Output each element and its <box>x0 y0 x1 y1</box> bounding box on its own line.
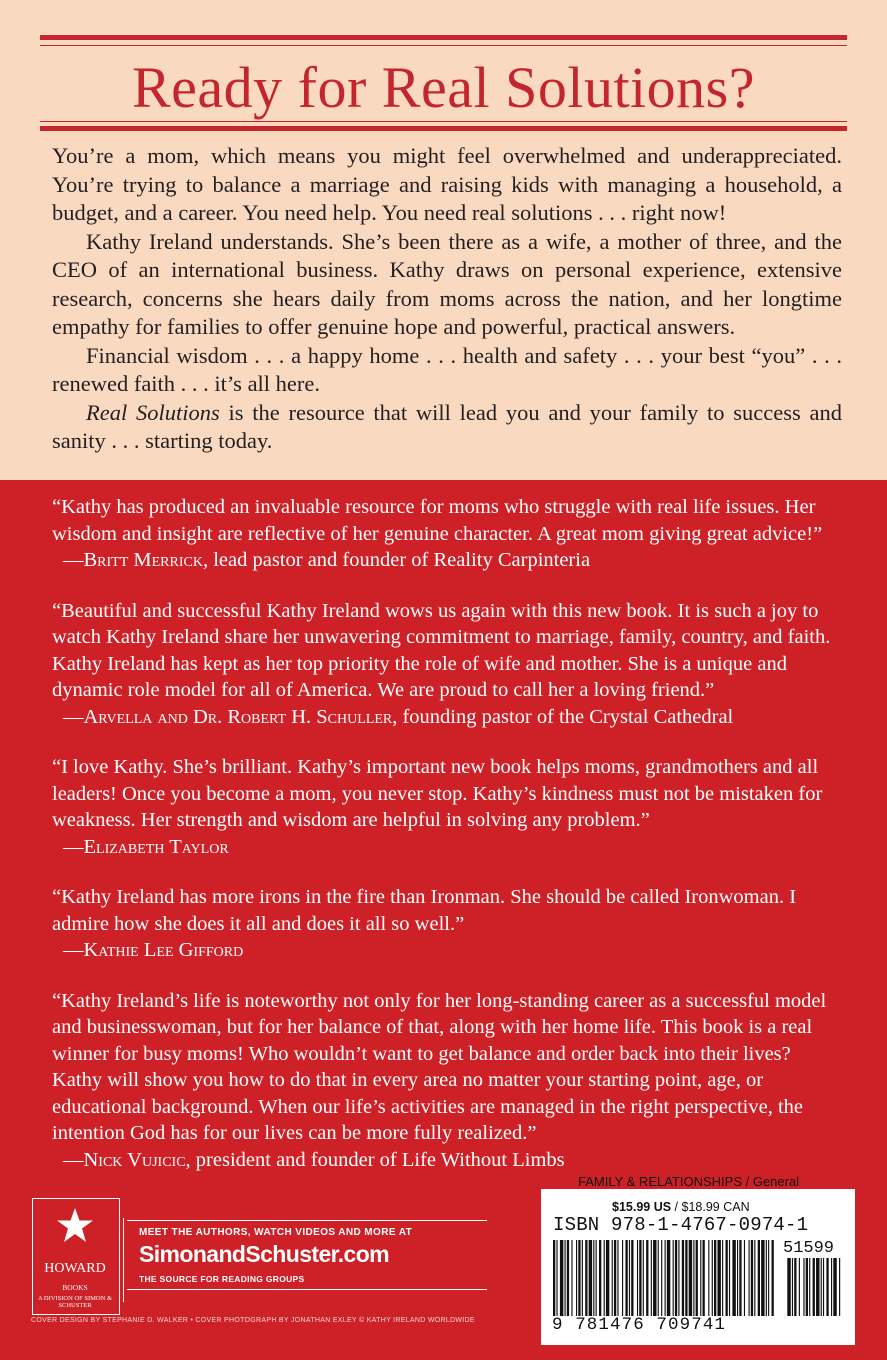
endorser-name: Kathie Lee Gifford <box>83 939 244 961</box>
barcode-bar <box>665 1240 666 1316</box>
publisher-imprint: BOOKS <box>62 1283 88 1292</box>
attribution-dash: — <box>63 1148 84 1171</box>
price-can: / $18.99 CAN <box>671 1200 750 1214</box>
barcode-bar <box>682 1240 684 1316</box>
barcode-bar <box>604 1240 605 1316</box>
barcode-bar <box>667 1240 670 1316</box>
barcode-bar <box>571 1240 572 1316</box>
barcode-bar <box>606 1240 609 1316</box>
attribution-dash: — <box>63 939 84 961</box>
barcode-bar <box>567 1240 569 1316</box>
addon-bar <box>794 1258 796 1316</box>
barcode-bar <box>658 1240 659 1316</box>
barcode-bar <box>553 1240 555 1316</box>
barcode-bar <box>560 1240 563 1316</box>
star-icon <box>55 1206 95 1246</box>
barcode-bar <box>768 1240 769 1316</box>
barcode-bar <box>629 1240 630 1316</box>
endorser-name: Nick Vujicic <box>83 1148 186 1171</box>
endorsement <box>52 884 842 964</box>
barcode-bar <box>717 1240 720 1316</box>
endorsement-text: “Kathy has produced an invaluable resource for moms who struggle with real life issues. Her wisdom and insight are reflective of her genuine character. A great mom giving great advice!” <box>52 496 823 545</box>
endorsement-text: “I love Kathy. She’s brilliant. Kathy’s important new book helps moms, grandmothers and all leaders! Once you become a mom, you never stop. Kathy’s kindness must not be mistaken for weakness. Her strength and wisdom are helpful in solving any problem.” <box>52 756 823 831</box>
barcode-bar <box>729 1240 730 1316</box>
barcode-bar <box>653 1240 656 1316</box>
addon-bar <box>787 1258 790 1316</box>
addon-bar <box>792 1258 793 1316</box>
barcode-bar <box>689 1240 692 1316</box>
barcode-bar <box>582 1240 583 1316</box>
website-intro: MEET THE AUTHORS, WATCH VIDEOS AND MORE AT <box>139 1227 413 1238</box>
addon-bar <box>821 1258 822 1316</box>
barcode-bar <box>772 1240 774 1316</box>
publisher-name: HOWARD <box>44 1261 106 1276</box>
barcode-bar <box>737 1240 738 1316</box>
barcode-bar <box>673 1240 674 1316</box>
title-rule-thick <box>40 126 847 131</box>
barcode-bar <box>589 1240 592 1316</box>
description-paragraph <box>52 399 842 456</box>
barcode-bar <box>712 1240 713 1316</box>
endorser-name: Britt Merrick <box>83 549 203 571</box>
endorsement-attribution <box>52 834 842 861</box>
barcode-bar <box>643 1240 644 1316</box>
barcode-bar <box>722 1240 723 1316</box>
publisher-division: A DIVISION OF SIMON & SCHUSTER <box>37 1295 113 1309</box>
endorsement <box>52 598 842 731</box>
barcode-bar <box>622 1240 623 1316</box>
barcode-bar <box>703 1240 705 1316</box>
price-us: $15.99 US <box>612 1200 672 1214</box>
isbn-label: ISBN 978-1-4767-0974-1 <box>553 1214 809 1236</box>
barcode-bar <box>556 1240 557 1316</box>
barcode-bar <box>693 1240 694 1316</box>
attribution-dash: — <box>63 705 84 728</box>
barcode-bar <box>714 1240 716 1316</box>
barcode-bar <box>726 1240 728 1316</box>
barcode-bar <box>708 1240 709 1316</box>
attribution-dash: — <box>63 549 84 571</box>
barcode-bar <box>617 1240 618 1316</box>
website-rule-top <box>127 1220 487 1221</box>
barcode-bar <box>685 1240 687 1316</box>
endorsement-text: “Beautiful and successful Kathy Ireland wows us again with this new book. It is such a joy to watch Kathy Ireland share her unwavering commitment to marriage, family, country, and faith. Kathy Ireland has kept as her top priority the role of wife and mother. She is a unique and dynamic role model for all of America. We are proud to call her a loving friend.” <box>52 599 831 701</box>
barcode-bar <box>744 1240 745 1316</box>
barcode-bar <box>637 1240 638 1316</box>
barcode-bar <box>749 1240 750 1316</box>
endorsement-text: “Kathy Ireland has more irons in the fire than Ironman. She should be called Ironwoman. I admire how she does it all and does it all so well.” <box>52 886 797 935</box>
barcode-bar <box>639 1240 641 1316</box>
barcode-bar <box>599 1240 601 1316</box>
description-text: is the resource that will lead you and your family to success and sanity . . . starting today. <box>52 399 843 453</box>
cover-credits: COVER DESIGN BY STEPHANIE D. WALKER • COVER PHOTOGRAPH BY JONATHAN EXLEY © KATHY IRELAND WORLDWIDE <box>31 1317 475 1324</box>
endorser-name: Arvella and Dr. Robert H. Schuller <box>83 705 393 728</box>
book-description <box>52 142 842 456</box>
endorsement-attribution <box>52 704 842 731</box>
page-title: Ready for Real Solutions? <box>131 55 755 120</box>
publisher-divider <box>123 1218 124 1302</box>
barcode-bar <box>593 1240 594 1316</box>
description-paragraph: Financial wisdom . . . a happy home . . . health and safety . . . your best “you” . . . renewed faith . . . it’s all here. <box>52 342 842 396</box>
endorser-role: , president and founder of Life Without Limbs <box>185 1148 565 1171</box>
barcode-bar <box>661 1240 662 1316</box>
barcode-bar <box>696 1240 698 1316</box>
top-rule-thick <box>40 35 847 40</box>
barcode-bar <box>596 1240 597 1316</box>
bisac-category: FAMILY & RELATIONSHIPS / General <box>578 1174 800 1189</box>
barcode-bar <box>700 1240 701 1316</box>
barcode-bar <box>732 1240 735 1316</box>
addon-bar <box>806 1258 808 1316</box>
barcode-bar <box>625 1240 627 1316</box>
barcode-bar <box>651 1240 652 1316</box>
addon-bar <box>813 1258 815 1316</box>
title-rule-thin <box>40 121 847 122</box>
endorser-name: Elizabeth Taylor <box>83 835 229 858</box>
endorser-role: , founding pastor of the Crystal Cathedral <box>392 705 734 728</box>
endorsement-text: “Kathy Ireland’s life is noteworthy not only for her long-standing career as a successful model and businesswoman, but for her balance of that, along with her home life. This book is a real winner for busy moms! Who wouldn’t want to get balance and order back into their lives? Kathy will show you how to do that in every area no matter your starting point, age, or educational background. When our life’s activities are managed in the right perspective, the intention God has for our lives can be more fully realized.” <box>52 989 827 1144</box>
barcode-bar <box>576 1240 577 1316</box>
website-rule-bottom <box>127 1289 487 1290</box>
addon-bar <box>816 1258 819 1316</box>
endorsement-attribution <box>52 937 842 964</box>
barcode-bar <box>585 1240 587 1316</box>
website-link[interactable]: SimonandSchuster.com <box>139 1241 390 1267</box>
barcode-icon <box>553 1240 843 1316</box>
barcode-bar <box>766 1240 767 1316</box>
endorser-role: , lead pastor and founder of Reality Carpinteria <box>202 549 591 571</box>
addon-bar <box>823 1258 824 1316</box>
addon-bar <box>803 1258 804 1316</box>
barcode-bar <box>614 1240 616 1316</box>
addon-bar <box>799 1258 800 1316</box>
endorsement <box>52 494 842 574</box>
book-title-italic: Real Solutions <box>86 399 220 425</box>
barcode-bar <box>761 1240 764 1316</box>
description-paragraph: You’re a mom, which means you might feel overwhelmed and underappreciated. You’re trying to balance a marriage and raising kids with managing a household, a budget, and a career. You need help. You need real solutions . . . right now! <box>52 143 842 225</box>
price-label <box>612 1200 750 1214</box>
barcode-bar <box>646 1240 648 1316</box>
barcode-bar <box>675 1240 677 1316</box>
barcode-bar <box>678 1240 679 1316</box>
barcode-bar <box>754 1240 755 1316</box>
ean-number: 9 781476 709741 <box>552 1315 727 1335</box>
barcode-bar <box>631 1240 633 1316</box>
attribution-dash: — <box>63 835 84 858</box>
endorsement <box>52 988 842 1174</box>
barcode-bar <box>565 1240 566 1316</box>
addon-bar <box>826 1258 828 1316</box>
endorsement-attribution <box>52 547 842 574</box>
addon-bar <box>833 1258 836 1316</box>
addon-bar <box>831 1258 832 1316</box>
website-tagline: THE SOURCE FOR READING GROUPS <box>139 1274 305 1284</box>
barcode-bar <box>739 1240 741 1316</box>
description-paragraph: Kathy Ireland understands. She’s been there as a wife, a mother of three, and the CEO of an international business. Kathy draws on personal experience, extensive research, concerns she hears daily from moms across the nation, and her longtime empathy for families to offer genuine hope and powerful, practical answers. <box>52 228 842 339</box>
price-addon-code: 51599 <box>783 1239 835 1258</box>
barcode-bar <box>578 1240 580 1316</box>
barcode-bar <box>751 1240 753 1316</box>
barcode-bar <box>758 1240 760 1316</box>
barcode-bar <box>612 1240 613 1316</box>
addon-bar <box>839 1258 840 1316</box>
top-rule-thin <box>40 45 847 46</box>
endorsement-list <box>52 494 842 1197</box>
addon-bar <box>809 1258 810 1316</box>
endorsement <box>52 754 842 860</box>
endorsement-attribution <box>52 1147 842 1174</box>
